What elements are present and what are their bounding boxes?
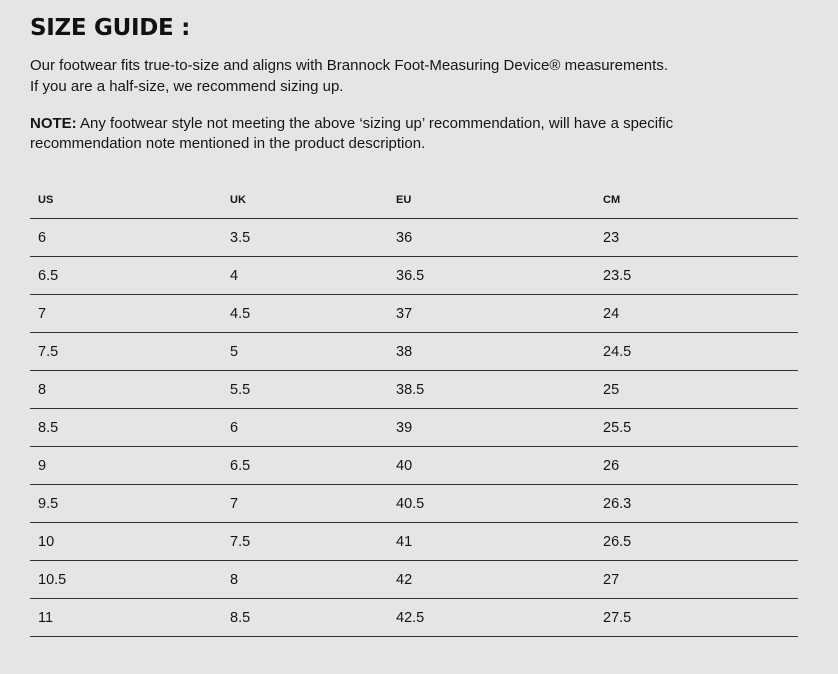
header-eu: EU xyxy=(388,181,595,219)
note-text xyxy=(30,114,673,154)
cell-us: 7.5 xyxy=(30,333,222,371)
table-header-row xyxy=(30,181,798,219)
note-line-2: recommendation note mentioned in the product description. xyxy=(30,135,426,152)
cell-cm: 23 xyxy=(595,219,798,257)
cell-uk: 7 xyxy=(222,485,388,523)
note-line-1-text: Any footwear style not meeting the above ‘sizing up’ recommendation, will have a specific xyxy=(76,115,674,132)
cell-eu: 42.5 xyxy=(388,599,595,637)
intro-line-2: If you are a half-size, we recommend sizing up. xyxy=(30,78,344,95)
cell-us: 6 xyxy=(30,219,222,257)
cell-us: 9.5 xyxy=(30,485,222,523)
cell-uk: 4 xyxy=(222,257,388,295)
cell-eu: 36.5 xyxy=(388,257,595,295)
cell-cm: 26 xyxy=(595,447,798,485)
cell-uk: 3.5 xyxy=(222,219,388,257)
cell-uk: 4.5 xyxy=(222,295,388,333)
table-row xyxy=(30,561,798,599)
cell-uk: 5 xyxy=(222,333,388,371)
cell-uk: 5.5 xyxy=(222,371,388,409)
cell-uk: 8 xyxy=(222,561,388,599)
cell-eu: 38 xyxy=(388,333,595,371)
cell-eu: 36 xyxy=(388,219,595,257)
cell-cm: 26.3 xyxy=(595,485,798,523)
size-table xyxy=(30,181,798,637)
page-title: SIZE GUIDE : xyxy=(30,15,191,41)
cell-uk: 6 xyxy=(222,409,388,447)
cell-cm: 25 xyxy=(595,371,798,409)
table-body xyxy=(30,219,798,637)
table-row xyxy=(30,295,798,333)
cell-us: 6.5 xyxy=(30,257,222,295)
cell-cm: 23.5 xyxy=(595,257,798,295)
header-cm: CM xyxy=(595,181,798,219)
cell-us: 11 xyxy=(30,599,222,637)
table-row xyxy=(30,599,798,637)
cell-eu: 38.5 xyxy=(388,371,595,409)
table-row xyxy=(30,447,798,485)
table-row xyxy=(30,409,798,447)
intro-text xyxy=(30,55,668,97)
cell-cm: 27.5 xyxy=(595,599,798,637)
cell-cm: 27 xyxy=(595,561,798,599)
cell-eu: 40 xyxy=(388,447,595,485)
table-row xyxy=(30,333,798,371)
table-row xyxy=(30,523,798,561)
cell-eu: 42 xyxy=(388,561,595,599)
header-us: US xyxy=(30,181,222,219)
cell-cm: 24 xyxy=(595,295,798,333)
header-uk: UK xyxy=(222,181,388,219)
cell-cm: 25.5 xyxy=(595,409,798,447)
table-row xyxy=(30,257,798,295)
cell-eu: 37 xyxy=(388,295,595,333)
note-label: NOTE: xyxy=(30,115,77,132)
cell-cm: 26.5 xyxy=(595,523,798,561)
cell-uk: 6.5 xyxy=(222,447,388,485)
cell-uk: 8.5 xyxy=(222,599,388,637)
cell-eu: 39 xyxy=(388,409,595,447)
cell-us: 8 xyxy=(30,371,222,409)
cell-eu: 40.5 xyxy=(388,485,595,523)
table-row xyxy=(30,485,798,523)
table-row xyxy=(30,371,798,409)
cell-cm: 24.5 xyxy=(595,333,798,371)
cell-eu: 41 xyxy=(388,523,595,561)
table-row xyxy=(30,219,798,257)
cell-us: 8.5 xyxy=(30,409,222,447)
cell-uk: 7.5 xyxy=(222,523,388,561)
note-line-1 xyxy=(30,114,673,134)
intro-line-1: Our footwear fits true-to-size and aligns with Brannock Foot-Measuring Device® measurements. xyxy=(30,57,668,74)
cell-us: 10 xyxy=(30,523,222,561)
cell-us: 7 xyxy=(30,295,222,333)
cell-us: 9 xyxy=(30,447,222,485)
cell-us: 10.5 xyxy=(30,561,222,599)
